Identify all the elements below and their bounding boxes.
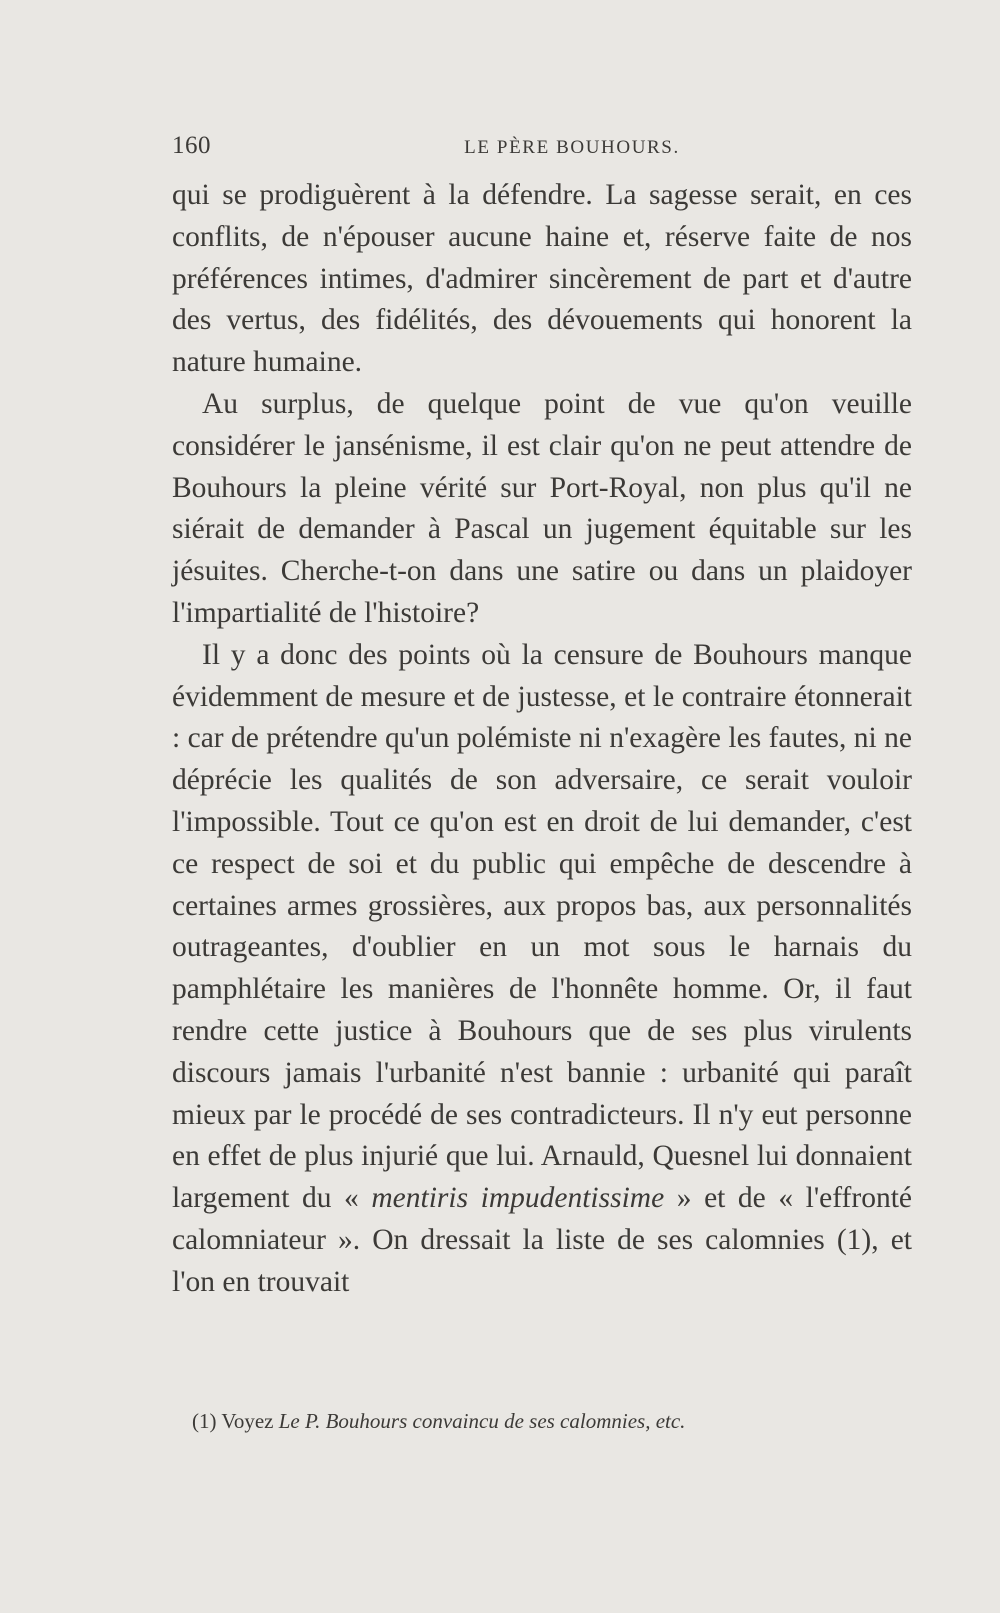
paragraph-1: qui se prodiguèrent à la défendre. La sagesse serait, en ces conflits, de n'épouser aucune haine et, réserve faite de nos préférences intimes, d'admirer sincèrement de part et d'autre des vertus, des fidélités, des dévouements qui honorent la nature humaine. xyxy=(172,179,912,379)
footnote-title: Le P. Bouhours convaincu de ses calomnies, etc. xyxy=(278,1409,686,1433)
running-title: LE PÈRE BOUHOURS. xyxy=(464,137,680,158)
footnote-text: Voyez xyxy=(221,1409,279,1433)
paragraph-2: Au surplus, de quelque point de vue qu'on veuille considérer le jansénisme, il est clair qu'on ne peut attendre de Bouhours la pleine vérité sur Port-Royal, non plus qu'il ne siérait de demander à Pascal un jugement équitable sur les jésuites. Cherche-t-on dans une satire ou dans un plaidoyer l'impartialité de l'histoire? xyxy=(172,387,912,629)
paragraph-3 xyxy=(172,635,912,1304)
footnote xyxy=(192,1406,912,1436)
latin-quotation: mentiris impudentissime xyxy=(371,1182,665,1215)
paragraph-3-text-start: Il y a donc des points où la censure de Bouhours manque évidemment de mesure et de justesse, et le contraire étonnerait : car de prétendre qu'un polémiste ni n'exagère les fautes, ni ne déprécie les qualités de son adversaire, ce serait vouloir l'impossible. Tout ce qu'on est en droit de lui demander, c'est ce respect de soi et du public qui empêche de descendre à certaines armes grossières, aux propos bas, aux personnalités outrageantes, d'oublier en un mot sous le harnais du pamphlétaire les manières de l'honnête homme. Or, il faut rendre cette justice à Bouhours que de ses plus virulents discours jamais l'urbanité n'est bannie : urbanité qui paraît mieux par le procédé de ses contradicteurs. Il n'y eut personne en effet de plus injurié que lui. Arnauld, Quesnel lui donnaient largement du « xyxy=(172,638,912,1215)
paragraph-3-text-end: » et de « l'effronté calomniateur ». On dressait la liste de ses calomnies (1), et l'on en trouvait xyxy=(172,1182,912,1298)
body-text xyxy=(172,175,912,1304)
page-header xyxy=(172,132,912,168)
footnote-marker: (1) xyxy=(192,1409,217,1433)
page-number: 160 xyxy=(172,132,211,159)
